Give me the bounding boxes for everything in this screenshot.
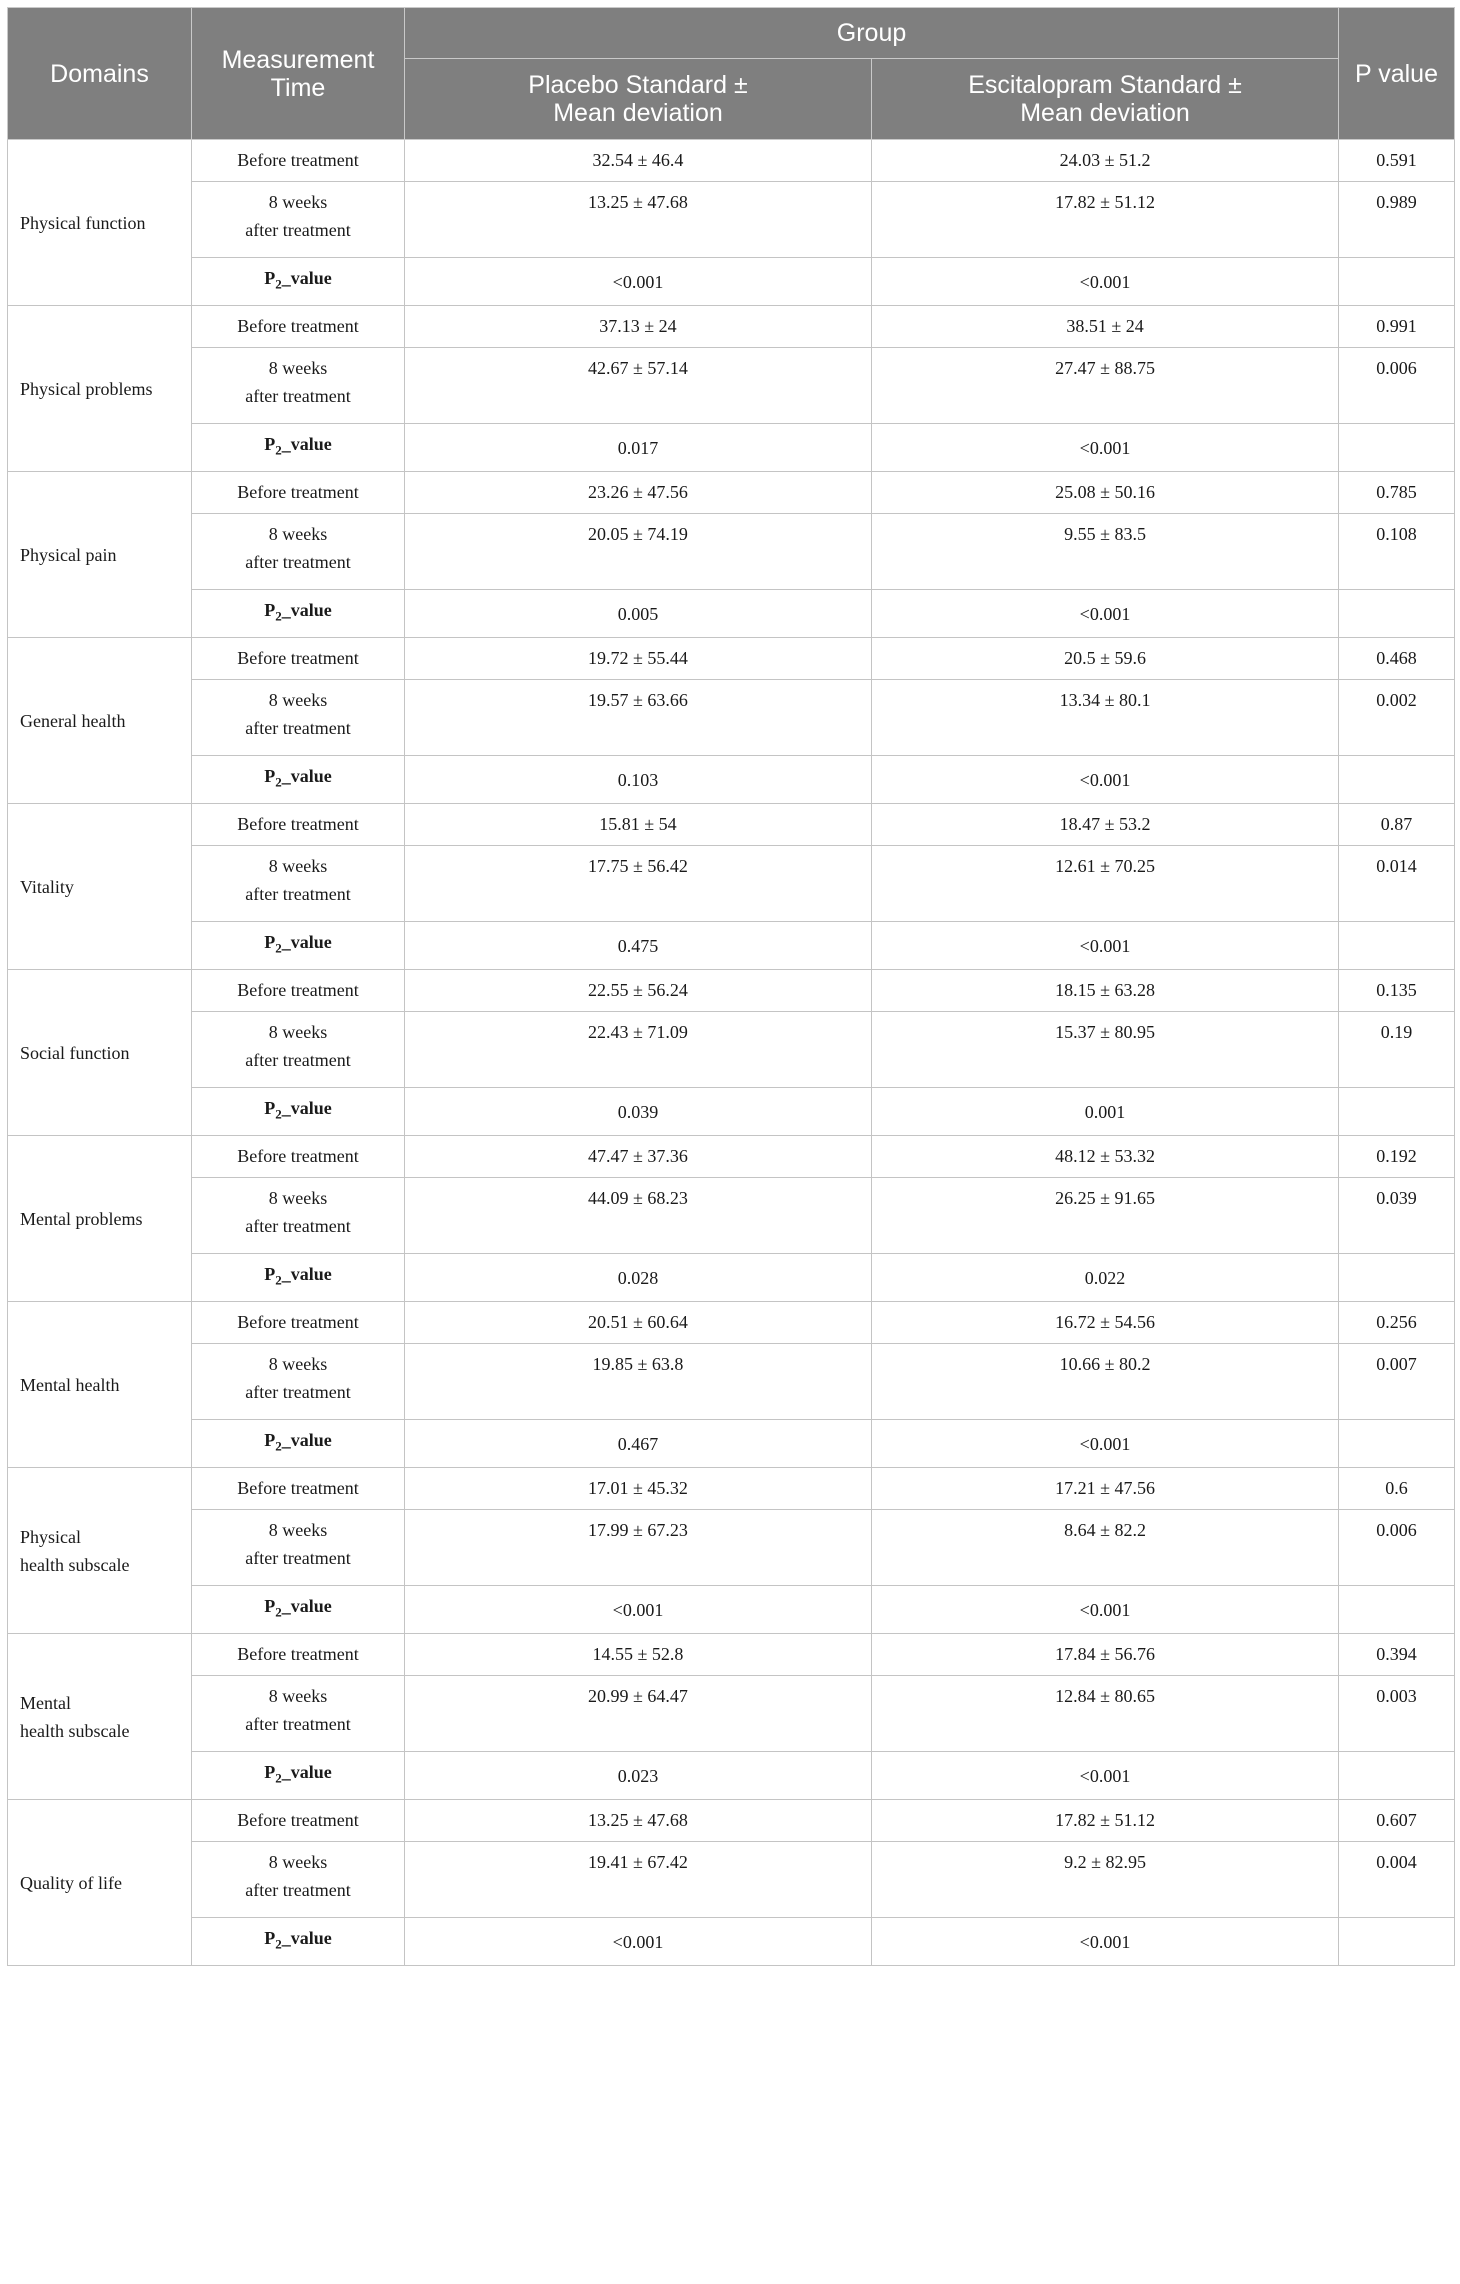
escitalopram-after-value: 9.55 ± 83.5 [872, 514, 1339, 590]
table-body [8, 140, 1455, 1966]
table-row-after-treatment [8, 1510, 1455, 1586]
p2-suffix: _value [281, 1762, 332, 1783]
table-row-before-treatment [8, 1634, 1455, 1676]
placebo-after-value: 19.41 ± 67.42 [405, 1842, 872, 1918]
time-after-line1: 8 weeks [268, 192, 328, 212]
p2-suffix: _value [281, 1928, 332, 1949]
escitalopram-after-value: 15.37 ± 80.95 [872, 1012, 1339, 1088]
time-before-treatment: Before treatment [192, 804, 405, 846]
p-value-empty [1339, 756, 1455, 804]
domain-cell [8, 1800, 192, 1966]
placebo-after-value: 42.67 ± 57.14 [405, 348, 872, 424]
p-value-before: 0.87 [1339, 804, 1455, 846]
domain-cell [8, 1634, 192, 1800]
placebo-p2-value: <0.001 [405, 258, 872, 306]
time-after-line2: after treatment [245, 1880, 351, 1900]
placebo-p2-value: 0.023 [405, 1752, 872, 1800]
header-escitalopram-line2: Mean deviation [1020, 99, 1190, 127]
table-header [8, 8, 1455, 140]
domain-cell [8, 804, 192, 970]
time-after-treatment [192, 1842, 405, 1918]
p2-suffix: _value [281, 1430, 332, 1451]
p2-prefix: P [264, 600, 276, 621]
escitalopram-before-value: 38.51 ± 24 [872, 306, 1339, 348]
time-before-treatment: Before treatment [192, 1302, 405, 1344]
time-after-line1: 8 weeks [268, 1852, 328, 1872]
header-measurement-time [192, 8, 405, 140]
p2-value-label [192, 1752, 405, 1800]
domain-cell [8, 638, 192, 804]
placebo-after-value: 44.09 ± 68.23 [405, 1178, 872, 1254]
placebo-p2-value: 0.039 [405, 1088, 872, 1136]
table-row-before-treatment [8, 804, 1455, 846]
p2-subscript: 2 [275, 940, 282, 956]
domain-cell [8, 1136, 192, 1302]
domain-cell [8, 1468, 192, 1634]
escitalopram-before-value: 16.72 ± 54.56 [872, 1302, 1339, 1344]
p2-value-label [192, 1420, 405, 1468]
p2-value-label [192, 424, 405, 472]
table-row-before-treatment [8, 1302, 1455, 1344]
time-after-line2: after treatment [245, 552, 351, 572]
p-value-empty [1339, 1254, 1455, 1302]
placebo-after-value: 13.25 ± 47.68 [405, 182, 872, 258]
table-row-after-treatment [8, 846, 1455, 922]
escitalopram-p2-value: <0.001 [872, 1586, 1339, 1634]
escitalopram-before-value: 17.84 ± 56.76 [872, 1634, 1339, 1676]
escitalopram-p2-value: <0.001 [872, 590, 1339, 638]
header-placebo-line2: Mean deviation [553, 99, 723, 127]
p-value-empty [1339, 922, 1455, 970]
time-after-line2: after treatment [245, 884, 351, 904]
time-after-line2: after treatment [245, 1548, 351, 1568]
p2-value-label [192, 756, 405, 804]
time-before-treatment: Before treatment [192, 970, 405, 1012]
placebo-after-value: 20.99 ± 64.47 [405, 1676, 872, 1752]
time-after-line1: 8 weeks [268, 1188, 328, 1208]
table-row-p2-value [8, 1088, 1455, 1136]
p2-value-label [192, 258, 405, 306]
p2-subscript: 2 [275, 276, 282, 292]
domain-cell [8, 472, 192, 638]
domain-name: Mental [20, 1692, 71, 1713]
table-row-before-treatment [8, 1136, 1455, 1178]
escitalopram-before-value: 18.47 ± 53.2 [872, 804, 1339, 846]
placebo-p2-value: <0.001 [405, 1586, 872, 1634]
p2-prefix: P [264, 766, 276, 787]
p2-prefix: P [264, 1098, 276, 1119]
escitalopram-p2-value: <0.001 [872, 922, 1339, 970]
domain-name: Mental problems [20, 1208, 143, 1229]
placebo-after-value: 19.85 ± 63.8 [405, 1344, 872, 1420]
placebo-p2-value: 0.103 [405, 756, 872, 804]
p2-value-label [192, 1918, 405, 1966]
p-value-before: 0.991 [1339, 306, 1455, 348]
domain-name-line2: health subscale [20, 1554, 130, 1575]
p2-subscript: 2 [275, 1106, 282, 1122]
placebo-p2-value: 0.005 [405, 590, 872, 638]
p2-value-label [192, 1586, 405, 1634]
p2-value-label [192, 1254, 405, 1302]
header-placebo [405, 59, 872, 140]
table-row-after-treatment [8, 680, 1455, 756]
p2-subscript: 2 [275, 774, 282, 790]
time-after-treatment [192, 846, 405, 922]
p2-prefix: P [264, 1928, 276, 1949]
p2-prefix: P [264, 1264, 276, 1285]
table-row-p2-value [8, 1752, 1455, 1800]
header-domains: Domains [8, 8, 192, 140]
table-row-after-treatment [8, 1676, 1455, 1752]
p2-suffix: _value [281, 1264, 332, 1285]
placebo-before-value: 47.47 ± 37.36 [405, 1136, 872, 1178]
table-row-p2-value [8, 922, 1455, 970]
p2-prefix: P [264, 932, 276, 953]
time-after-treatment [192, 1344, 405, 1420]
time-after-line1: 8 weeks [268, 1022, 328, 1042]
escitalopram-p2-value: 0.022 [872, 1254, 1339, 1302]
p-value-empty [1339, 1752, 1455, 1800]
placebo-before-value: 20.51 ± 60.64 [405, 1302, 872, 1344]
time-after-line1: 8 weeks [268, 1520, 328, 1540]
time-after-treatment [192, 1676, 405, 1752]
escitalopram-after-value: 13.34 ± 80.1 [872, 680, 1339, 756]
time-before-treatment: Before treatment [192, 1634, 405, 1676]
p-value-before: 0.607 [1339, 1800, 1455, 1842]
p-value-empty [1339, 424, 1455, 472]
p-value-after: 0.007 [1339, 1344, 1455, 1420]
p2-subscript: 2 [275, 442, 282, 458]
p-value-before: 0.591 [1339, 140, 1455, 182]
p2-prefix: P [264, 1430, 276, 1451]
time-after-line1: 8 weeks [268, 358, 328, 378]
placebo-before-value: 19.72 ± 55.44 [405, 638, 872, 680]
header-escitalopram-line1: Escitalopram Standard ± [968, 71, 1242, 99]
table-row-before-treatment [8, 1468, 1455, 1510]
p2-value-label [192, 1088, 405, 1136]
escitalopram-before-value: 20.5 ± 59.6 [872, 638, 1339, 680]
table-row-p2-value [8, 1254, 1455, 1302]
p-value-after: 0.006 [1339, 348, 1455, 424]
p-value-empty [1339, 1586, 1455, 1634]
placebo-after-value: 19.57 ± 63.66 [405, 680, 872, 756]
placebo-before-value: 17.01 ± 45.32 [405, 1468, 872, 1510]
p-value-after: 0.108 [1339, 514, 1455, 590]
placebo-before-value: 15.81 ± 54 [405, 804, 872, 846]
time-after-treatment [192, 348, 405, 424]
time-after-treatment [192, 1510, 405, 1586]
table-row-p2-value [8, 756, 1455, 804]
escitalopram-p2-value: <0.001 [872, 1420, 1339, 1468]
p2-prefix: P [264, 434, 276, 455]
placebo-before-value: 14.55 ± 52.8 [405, 1634, 872, 1676]
placebo-p2-value: 0.467 [405, 1420, 872, 1468]
time-after-line1: 8 weeks [268, 1686, 328, 1706]
p2-suffix: _value [281, 268, 332, 289]
placebo-before-value: 32.54 ± 46.4 [405, 140, 872, 182]
placebo-p2-value: <0.001 [405, 1918, 872, 1966]
p-value-before: 0.256 [1339, 1302, 1455, 1344]
time-after-line1: 8 weeks [268, 1354, 328, 1374]
domain-name: Mental health [20, 1374, 120, 1395]
escitalopram-after-value: 26.25 ± 91.65 [872, 1178, 1339, 1254]
escitalopram-p2-value: 0.001 [872, 1088, 1339, 1136]
p-value-empty [1339, 1088, 1455, 1136]
p2-value-label [192, 922, 405, 970]
p-value-before: 0.468 [1339, 638, 1455, 680]
p-value-empty [1339, 1420, 1455, 1468]
p2-suffix: _value [281, 600, 332, 621]
header-placebo-line1: Placebo Standard ± [528, 71, 748, 99]
table-row-after-treatment [8, 1178, 1455, 1254]
p2-suffix: _value [281, 434, 332, 455]
domain-cell [8, 970, 192, 1136]
escitalopram-p2-value: <0.001 [872, 756, 1339, 804]
domain-name: Physical problems [20, 378, 153, 399]
escitalopram-after-value: 12.61 ± 70.25 [872, 846, 1339, 922]
table-row-p2-value [8, 1918, 1455, 1966]
domain-name: Quality of life [20, 1872, 122, 1893]
time-before-treatment: Before treatment [192, 1800, 405, 1842]
placebo-p2-value: 0.028 [405, 1254, 872, 1302]
table-row-before-treatment [8, 472, 1455, 514]
p2-subscript: 2 [275, 1936, 282, 1952]
p-value-empty [1339, 258, 1455, 306]
p-value-empty [1339, 590, 1455, 638]
placebo-before-value: 13.25 ± 47.68 [405, 1800, 872, 1842]
p-value-after: 0.004 [1339, 1842, 1455, 1918]
time-after-line2: after treatment [245, 1382, 351, 1402]
header-escitalopram [872, 59, 1339, 140]
p-value-before: 0.785 [1339, 472, 1455, 514]
table-row-after-treatment [8, 348, 1455, 424]
table-row-after-treatment [8, 1012, 1455, 1088]
time-before-treatment: Before treatment [192, 140, 405, 182]
domain-name: Physical function [20, 212, 146, 233]
p2-suffix: _value [281, 1596, 332, 1617]
time-after-line2: after treatment [245, 220, 351, 240]
escitalopram-before-value: 17.21 ± 47.56 [872, 1468, 1339, 1510]
p-value-empty [1339, 1918, 1455, 1966]
time-after-line1: 8 weeks [268, 524, 328, 544]
table-row-before-treatment [8, 638, 1455, 680]
escitalopram-before-value: 24.03 ± 51.2 [872, 140, 1339, 182]
p2-prefix: P [264, 1762, 276, 1783]
header-measurement-time-label: Measurement Time [221, 45, 375, 102]
placebo-before-value: 37.13 ± 24 [405, 306, 872, 348]
time-after-treatment [192, 514, 405, 590]
escitalopram-after-value: 9.2 ± 82.95 [872, 1842, 1339, 1918]
p-value-after: 0.989 [1339, 182, 1455, 258]
time-before-treatment: Before treatment [192, 472, 405, 514]
p-value-after: 0.003 [1339, 1676, 1455, 1752]
escitalopram-before-value: 25.08 ± 50.16 [872, 472, 1339, 514]
domain-name: General health [20, 710, 126, 731]
p2-subscript: 2 [275, 1604, 282, 1620]
placebo-before-value: 22.55 ± 56.24 [405, 970, 872, 1012]
p2-subscript: 2 [275, 1770, 282, 1786]
time-after-treatment [192, 1012, 405, 1088]
time-before-treatment: Before treatment [192, 306, 405, 348]
time-after-line1: 8 weeks [268, 856, 328, 876]
p2-subscript: 2 [275, 1438, 282, 1454]
time-after-treatment [192, 1178, 405, 1254]
time-after-line2: after treatment [245, 386, 351, 406]
table-row-before-treatment [8, 1800, 1455, 1842]
p2-prefix: P [264, 268, 276, 289]
table-row-before-treatment [8, 140, 1455, 182]
p-value-before: 0.6 [1339, 1468, 1455, 1510]
time-after-line2: after treatment [245, 1216, 351, 1236]
escitalopram-before-value: 17.82 ± 51.12 [872, 1800, 1339, 1842]
table-row-p2-value [8, 1586, 1455, 1634]
escitalopram-before-value: 18.15 ± 63.28 [872, 970, 1339, 1012]
time-after-treatment [192, 680, 405, 756]
p2-suffix: _value [281, 1098, 332, 1119]
header-group: Group [405, 8, 1339, 59]
placebo-after-value: 17.75 ± 56.42 [405, 846, 872, 922]
time-before-treatment: Before treatment [192, 1468, 405, 1510]
p-value-after: 0.039 [1339, 1178, 1455, 1254]
domain-name-line2: health subscale [20, 1720, 130, 1741]
placebo-p2-value: 0.475 [405, 922, 872, 970]
domain-name: Social function [20, 1042, 130, 1063]
escitalopram-after-value: 17.82 ± 51.12 [872, 182, 1339, 258]
p-value-before: 0.394 [1339, 1634, 1455, 1676]
p-value-after: 0.19 [1339, 1012, 1455, 1088]
placebo-p2-value: 0.017 [405, 424, 872, 472]
table-row-before-treatment [8, 306, 1455, 348]
domain-cell [8, 140, 192, 306]
table-row-before-treatment [8, 970, 1455, 1012]
escitalopram-p2-value: <0.001 [872, 258, 1339, 306]
p-value-after: 0.006 [1339, 1510, 1455, 1586]
time-after-treatment [192, 182, 405, 258]
escitalopram-before-value: 48.12 ± 53.32 [872, 1136, 1339, 1178]
escitalopram-p2-value: <0.001 [872, 424, 1339, 472]
table-row-after-treatment [8, 1344, 1455, 1420]
domain-cell [8, 306, 192, 472]
time-after-line2: after treatment [245, 1050, 351, 1070]
p-value-before: 0.192 [1339, 1136, 1455, 1178]
header-p-value: P value [1339, 8, 1455, 140]
time-before-treatment: Before treatment [192, 1136, 405, 1178]
table-row-p2-value [8, 1420, 1455, 1468]
escitalopram-p2-value: <0.001 [872, 1918, 1339, 1966]
placebo-after-value: 20.05 ± 74.19 [405, 514, 872, 590]
escitalopram-after-value: 12.84 ± 80.65 [872, 1676, 1339, 1752]
p-value-after: 0.002 [1339, 680, 1455, 756]
table-row-p2-value [8, 590, 1455, 638]
time-before-treatment: Before treatment [192, 638, 405, 680]
placebo-after-value: 17.99 ± 67.23 [405, 1510, 872, 1586]
p-value-before: 0.135 [1339, 970, 1455, 1012]
table-row-after-treatment [8, 182, 1455, 258]
results-table [7, 7, 1455, 1966]
domain-name: Vitality [20, 876, 74, 897]
placebo-before-value: 23.26 ± 47.56 [405, 472, 872, 514]
time-after-line1: 8 weeks [268, 690, 328, 710]
escitalopram-p2-value: <0.001 [872, 1752, 1339, 1800]
table-row-p2-value [8, 258, 1455, 306]
p2-subscript: 2 [275, 1272, 282, 1288]
p-value-after: 0.014 [1339, 846, 1455, 922]
domain-name: Physical pain [20, 544, 117, 565]
escitalopram-after-value: 10.66 ± 80.2 [872, 1344, 1339, 1420]
domain-name: Physical [20, 1526, 81, 1547]
p2-suffix: _value [281, 766, 332, 787]
time-after-line2: after treatment [245, 718, 351, 738]
table-row-p2-value [8, 424, 1455, 472]
results-table-container [7, 7, 1454, 1966]
time-after-line2: after treatment [245, 1714, 351, 1734]
p2-suffix: _value [281, 932, 332, 953]
p2-subscript: 2 [275, 608, 282, 624]
escitalopram-after-value: 27.47 ± 88.75 [872, 348, 1339, 424]
table-row-after-treatment [8, 1842, 1455, 1918]
domain-cell [8, 1302, 192, 1468]
placebo-after-value: 22.43 ± 71.09 [405, 1012, 872, 1088]
p2-prefix: P [264, 1596, 276, 1617]
escitalopram-after-value: 8.64 ± 82.2 [872, 1510, 1339, 1586]
table-row-after-treatment [8, 514, 1455, 590]
p2-value-label [192, 590, 405, 638]
